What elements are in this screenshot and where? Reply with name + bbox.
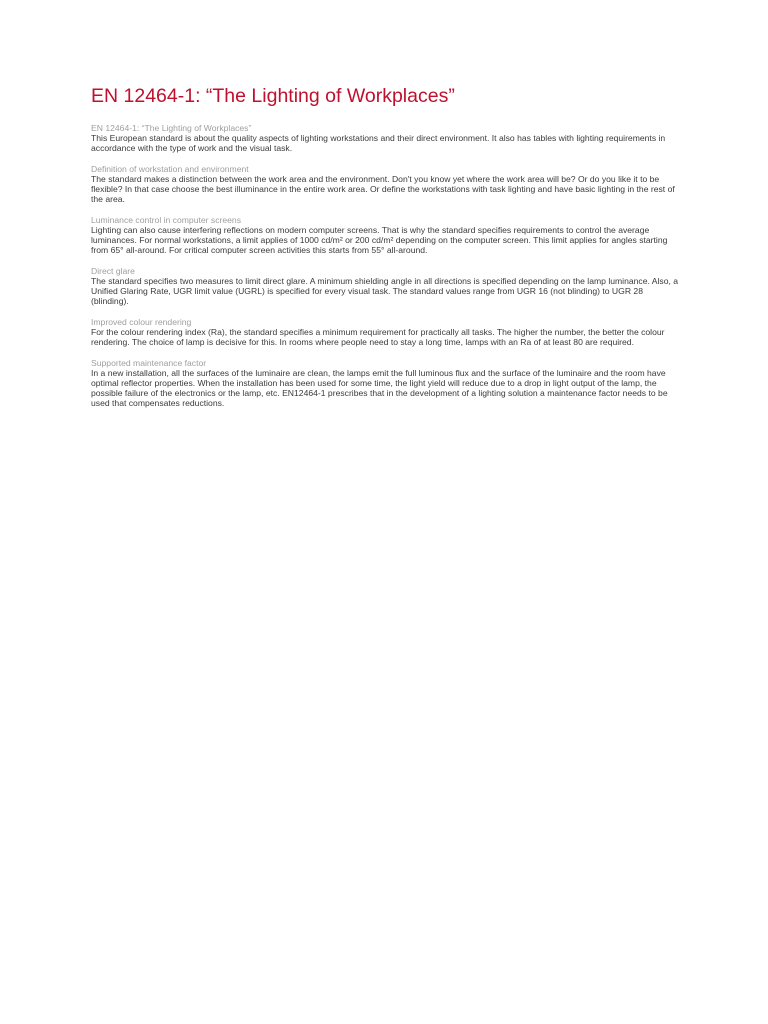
section-intro: [91, 123, 681, 153]
section-body: The standard makes a distinction between the work area and the environment. Don't you know yet where the work area will be? Or do you like it to be flexible? In that case choose the best illuminance in the entire work area. Or define the workstations with task lighting and have basic lighting in the rest of the area.: [91, 174, 675, 204]
section-body: This European standard is about the quality aspects of lighting workstations and their direct environment. It also has tables with lighting requirements in accordance with the type of work and the visual task.: [91, 133, 666, 153]
section-heading: Supported maintenance factor: [91, 358, 207, 368]
section-heading: EN 12464-1: “The Lighting of Workplaces”: [91, 123, 252, 133]
section-workstation-definition: [91, 164, 681, 204]
section-maintenance-factor: [91, 358, 681, 408]
section-body: In a new installation, all the surfaces of the luminaire are clean, the lamps emit the full luminous flux and the surface of the luminaire and the room have optimal reflector properties. When the installation has been used for some time, the light yield will reduce due to a drop in light output of the lamp, the possible failure of the electronics or the lamp, etc. EN12464-1 prescribes that in the development of a lighting solution a maintenance factor needs to be used that compensates reductions.: [91, 368, 668, 408]
section-colour-rendering: [91, 317, 681, 347]
section-luminance-control: [91, 215, 681, 255]
section-body: The standard specifies two measures to limit direct glare. A minimum shielding angle in all directions is specified depending on the lamp luminance. Also, a Unified Glaring Rate, UGR limit value (UGRL) is specified for every visual task. The standard values range from UGR 16 (not blinding) to UGR 28 (blinding).: [91, 276, 679, 306]
section-direct-glare: [91, 266, 681, 306]
section-body: Lighting can also cause interfering reflections on modern computer screens. That is why the standard specifies requirements to control the average luminances. For normal workstations, a limit applies of 1000 cd/m² or 200 cd/m² depending on the computer screen. This limit applies for angles starting from 65° all-around. For critical computer screen activities this starts from 55° all-around.: [91, 225, 668, 255]
section-heading: Improved colour rendering: [91, 317, 192, 327]
section-body: For the colour rendering index (Ra), the standard specifies a minimum requirement for practically all tasks. The higher the number, the better the colour rendering. The choice of lamp is decisive for this. In rooms where people need to stay a long time, lamps with an Ra of at least 80 are required.: [91, 327, 665, 347]
section-heading: Definition of workstation and environment: [91, 164, 249, 174]
document-title: EN 12464-1: “The Lighting of Workplaces”: [91, 85, 455, 107]
section-heading: Luminance control in computer screens: [91, 215, 241, 225]
section-heading: Direct glare: [91, 266, 135, 276]
document-sections: [91, 123, 681, 419]
